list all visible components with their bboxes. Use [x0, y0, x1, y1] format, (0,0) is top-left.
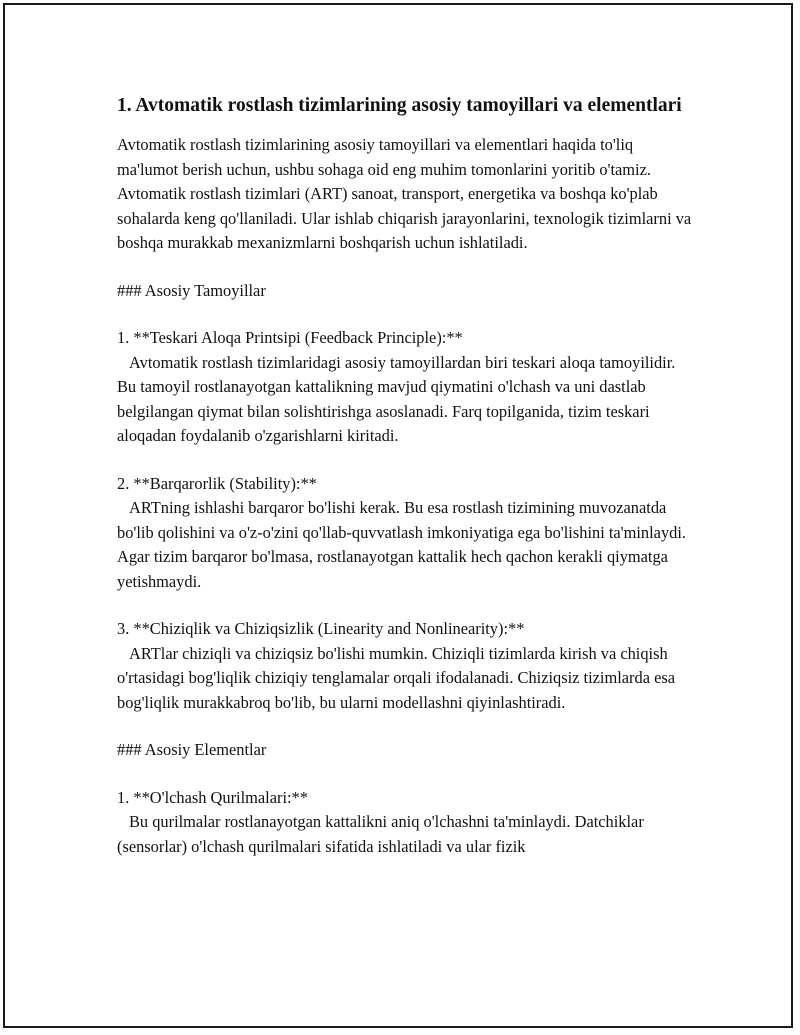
principle-item: [117, 617, 697, 715]
principle-item: [117, 472, 697, 595]
principle-body: ARTlar chiziqli va chiziqsiz bo'lishi mumkin. Chiziqli tizimlarda kirish va chiqish o'rtasidagi bog'liqlik chiziqiy tenglamalar orqali ifodalanadi. Chiziqsiz tizimlarda esa bog'liqlik murakkabroq bo'lib, bu ularni modellashni qiyinlashtiradi.: [117, 643, 676, 712]
principle-heading: 1. **Teskari Aloqa Printsipi (Feedback Principle):**: [117, 328, 463, 347]
principle-heading: 2. **Barqarorlik (Stability):**: [117, 473, 317, 493]
element-body: Bu qurilmalar rostlanayotgan kattalikni aniq o'lchashni ta'minlaydi. Datchiklar (sensorlar) o'lchash qurilmalari sifatida ishlatiladi va ular fizik: [117, 812, 644, 856]
principle-heading: 3. **Chiziqlik va Chiziqsizlik (Linearity and Nonlinearity):**: [117, 619, 525, 638]
element-heading: 1. **O'lchash Qurilmalari:**: [117, 787, 308, 807]
principle-body: Avtomatik rostlash tizimlaridagi asosiy tamoyillardan biri teskari aloqa tamoyilidir. Bu tamoyil rostlanayotgan kattalikning mavjud qiymatini o'lchash va uni dastlab belgilangan qiymat bilan solishtirishga asoslanadi. Farq topilganida, tizim teskari aloqadan foydalanib o'zgarishlarni kiritadi.: [117, 352, 676, 445]
principle-item: [117, 326, 697, 449]
document-title: 1. Avtomatik rostlash tizimlarining asosiy tamoyillari va elementlari: [117, 95, 682, 116]
element-item: [117, 786, 697, 860]
intro-paragraph: Avtomatik rostlash tizimlarining asosiy tamoyillari va elementlari haqida to'liq ma'lumot berish uchun, ushbu sohaga oid eng muhim tomonlarini yoritib o'tamiz. Avtomatik rostlash tizimlari (ART) sanoat, transport, energetika va boshqa ko'plab sohalarda keng qo'llaniladi. Ular ishlab chiqarish jarayonlarini, texnologik tizimlarni va boshqa murakkab mexanizmlarni boshqarish uchun ishlatiladi.: [117, 135, 696, 252]
document-body: [117, 92, 697, 882]
principle-body: ARTning ishlashi barqaror bo'lishi kerak. Bu esa rostlash tizimining muvozanatda bo'lib qolishini va o'z-o'zini qo'llab-quvvatlash imkoniyatiga ega bo'lishini ta'minlaydi. Agar tizim barqaror bo'lmasa, rostlanayotgan kattalik hech qachon kerakli qiymatga yetishmaydi.: [117, 498, 686, 591]
section-heading-elements: ### Asosiy Elementlar: [117, 740, 267, 759]
section-heading-principles: ### Asosiy Tamoyillar: [117, 280, 266, 300]
